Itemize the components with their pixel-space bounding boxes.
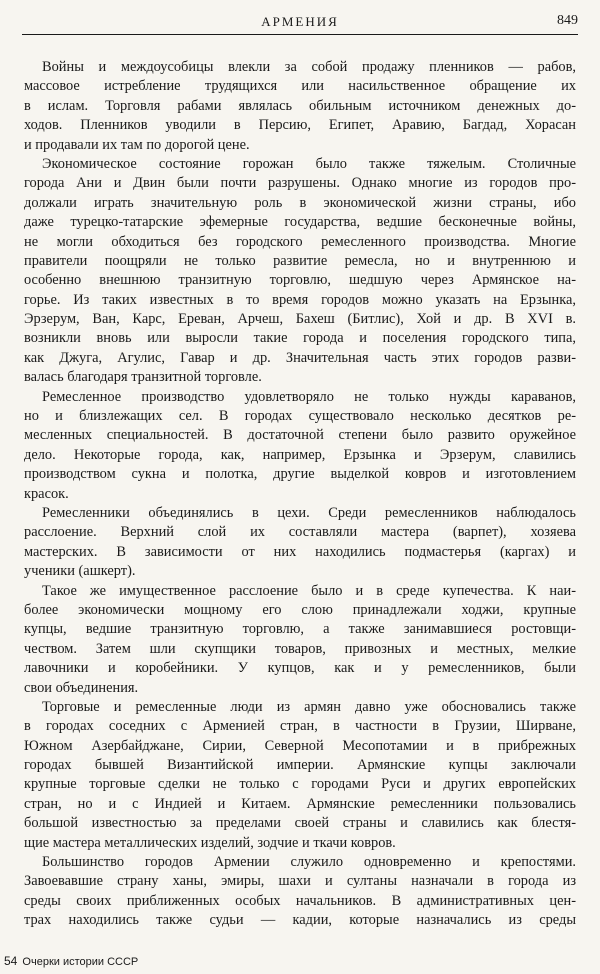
text-line: расслоение. Верхний слой их составляли мастера (варпет), хозяева [24,524,576,541]
text-line: но и близлежащих сел. В городах существовало несколько десятков ре- [24,408,576,425]
signature-number: 54 [4,954,18,968]
text-line: и продавали их там по дорогой цене. [24,136,250,153]
text-line: большой известностью за пределами своей страны и славились как блестя- [24,815,576,832]
text-line: даже турецко-татарские эфемерные государства, ведшие бесконечные войны, [24,214,576,231]
text-line: валась благодаря транзитной торговле. [24,369,262,386]
text-line: ученики (ашкерт). [24,563,136,580]
text-line: Ремесленное производство удовлетворяло не только нужды караванов, [42,388,576,405]
text-line: месленных специальностей. В достаточной степени было развито оружейное [24,427,576,444]
text-line: как Джуга, Агулис, Гавар и др. Значительная часть этих городов разви- [24,349,576,366]
text-line: производством сукна и полотка, другие выделкой ковров и изготовлением [24,466,576,483]
text-line: ходов. Пленников уводили в Персию, Египет, Аравию, Багдад, Хорасан [24,117,576,134]
text-line: особенно внешнюю транзитную торговлю, шедшую через Армянское на- [24,272,576,289]
text-line: трах находились также судьи — кадии, которые назначались из среды [24,912,576,929]
text-line: чеством. Затем шли скупщики товаров, привозных и местных, мелкие [24,640,576,657]
text-line: среды своих приближенных особых начальников. В административных цен- [24,892,576,909]
text-line: купцы, ведшие транзитную торговлю, а также занимавшиеся ростовщи- [24,621,576,638]
text-line: должали играть значительную роль в экономической жизни страны, ибо [24,194,576,211]
text-line: горье. Из таких известных в то время городов можно указать на Ерзынка, [24,291,576,308]
text-line: мастерских. В зависимости от них находились подмастерья (каргах) и [24,543,576,560]
running-title: АРМЕНИЯ [261,14,339,29]
text-line: Ремесленники объединялись в цехи. Среди ремесленников наблюдалось [42,504,576,521]
text-line: в ислам. Торговля рабами являлась обильным источником денежных до- [24,97,576,114]
text-line: не могли обходиться без городского ремесленного производства. Многие [24,233,576,250]
text-line: дело. Некоторые города, как, например, Ерзынка и Эрзерум, славились [24,446,576,463]
text-line: Южном Азербайджане, Сирии, Северной Месопотамии и в прибрежных [24,737,576,754]
text-line: крупные торговые сделки не только с городами Руси и других европейских [24,776,576,793]
text-line: стран, но и с Индией и Китаем. Армянские ремесленники пользовались [24,795,576,812]
text-line: Торговые и ремесленные люди из армян давно уже обосновались также [42,698,576,715]
text-line: Большинство городов Армении служило одновременно и крепостями. [42,854,576,871]
text-line: городах бывшей Византийской империи. Армянские купцы заключали [24,757,576,774]
text-line: свои объединения. [24,679,139,696]
text-line: возникли вновь или выросли такие города и поселения городского типа, [24,330,576,347]
text-line: массовое истребление трудящихся или насильственное обращение их [24,78,576,95]
text-line: щие мастера металлических изделий, зодчие и ткачи ковров. [24,834,396,851]
text-line: Завоевавшие страну ханы, эмиры, шахи и султаны назначали в города из [24,873,576,890]
signature-title: Очерки истории СССР [22,956,139,968]
running-header [22,12,578,35]
text-line: Эрзерум, Ван, Карс, Ереван, Арчеш, Бахеш (Битлис), Хой и др. В XVI в. [24,311,576,328]
text-line: красок. [24,485,69,502]
text-line: Такое же имущественное расслоение было и в среде купечества. К наи- [42,582,576,599]
text-line: лавочники и коробейники. У купцов, как и у ремесленников, были [24,660,576,677]
text-line: Экономическое состояние горожан было также тяжелым. Столичные [42,155,576,172]
signature-footer [4,954,138,968]
text-line: более экономически мощному его слою принадлежали ходжи, крупные [24,601,576,618]
body-text [24,58,576,931]
text-line: правители поощряли не только развитие ремесла, но и внутреннюю и [24,252,576,269]
text-line: в городах соседних с Арменией стран, в частности в Грузии, Ширване, [24,718,576,735]
page-number: 849 [557,13,578,28]
text-line: города Ани и Двин были почти разрушены. Однако многие из городов про- [24,175,576,192]
text-line: Войны и междоусобицы влекли за собой продажу пленников — рабов, [42,59,576,75]
